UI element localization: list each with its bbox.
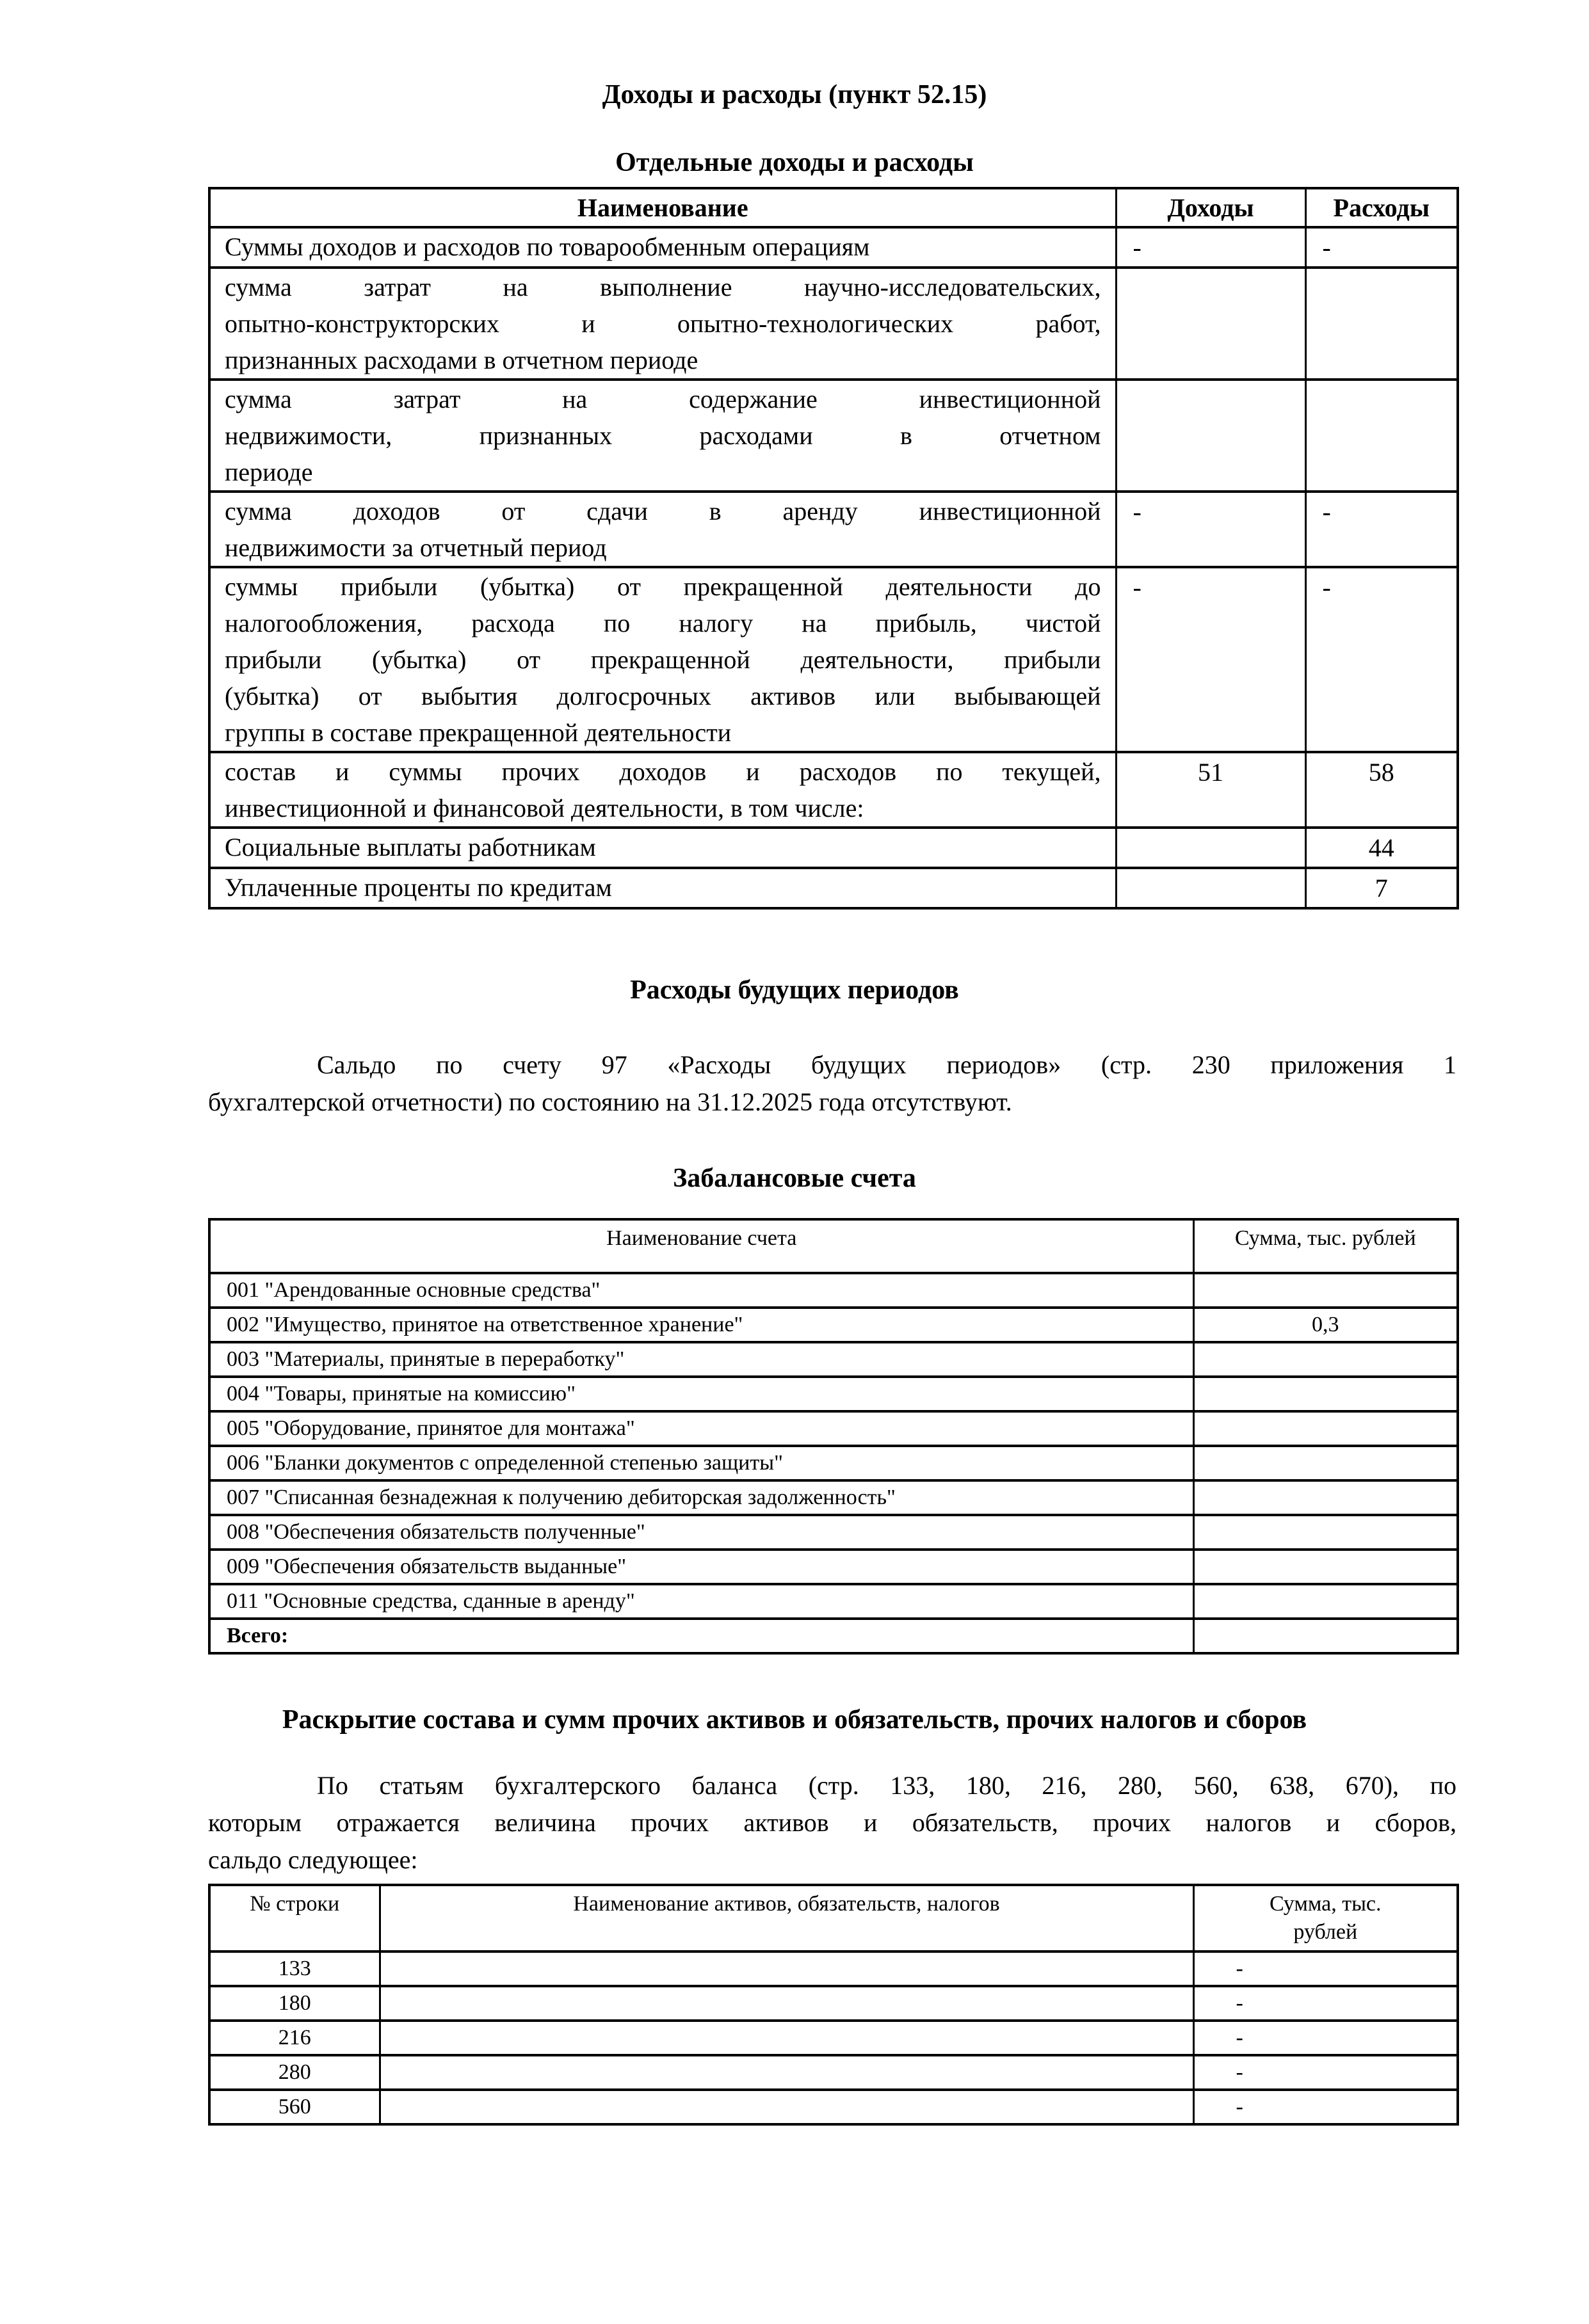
cell-line: сумма затрат на выполнение научно-исследовательских, <box>225 273 1101 301</box>
item-name-cell <box>209 227 1116 268</box>
column-header-name: Наименование <box>209 188 1116 227</box>
value-cell: 44 <box>1305 828 1458 868</box>
table-row <box>209 868 1458 908</box>
table-row <box>209 828 1458 868</box>
table-row <box>209 2055 1458 2090</box>
cell-line: сумма доходов от сдачи в аренду инвестиционной <box>225 497 1101 525</box>
table-row <box>209 492 1458 567</box>
sum-cell <box>1193 1619 1458 1653</box>
item-name-cell <box>209 868 1116 908</box>
table-row <box>209 1550 1458 1584</box>
item-name-cell <box>209 492 1116 567</box>
item-name-cell <box>209 268 1116 380</box>
value-cell <box>1116 828 1305 868</box>
sum-cell: - <box>1193 1986 1458 2021</box>
table-row <box>209 1342 1458 1377</box>
value-cell <box>1305 380 1458 492</box>
table-row <box>209 1515 1458 1550</box>
table-row <box>209 1986 1458 2021</box>
account-name-cell: 006 "Бланки документов с определенной степенью защиты" <box>209 1446 1193 1480</box>
cell-line: состав и суммы прочих доходов и расходов по текущей, <box>225 757 1101 786</box>
line-number-cell: 280 <box>209 2055 380 2090</box>
table-header-row <box>209 1219 1458 1273</box>
table-row <box>209 1377 1458 1411</box>
value-cell: - <box>1305 492 1458 567</box>
account-name-cell: Всего: <box>209 1619 1193 1653</box>
value-cell: - <box>1305 227 1458 268</box>
table-row <box>209 380 1458 492</box>
table-row <box>209 1619 1458 1653</box>
sum-cell: - <box>1193 2055 1458 2090</box>
account-name-cell: 001 "Арендованные основные средства" <box>209 1273 1193 1308</box>
paragraph-line: бухгалтерской отчетности) по состоянию на 31.12.2025 года отсутствуют. <box>208 1087 1012 1116</box>
sum-cell <box>1193 1480 1458 1515</box>
column-header-account-name: Наименование счета <box>209 1219 1193 1273</box>
column-header-assets-name: Наименование активов, обязательств, налогов <box>380 1885 1193 1951</box>
cell-line: признанных расходами в отчетном периоде <box>225 346 698 374</box>
account-name-cell: 003 "Материалы, принятые в переработку" <box>209 1342 1193 1377</box>
assets-name-cell <box>380 2021 1193 2055</box>
column-header-line-number: № строки <box>209 1885 380 1951</box>
value-cell: - <box>1305 567 1458 752</box>
page-title: Доходы и расходы (пункт 52.15) <box>602 80 987 109</box>
table-row <box>209 2021 1458 2055</box>
paragraph-line: которым отражается величина прочих активов и обязательств, прочих налогов и сборов, <box>208 1808 1456 1837</box>
item-name-cell <box>209 380 1116 492</box>
table-row <box>209 752 1458 828</box>
table-row <box>209 268 1458 380</box>
other-assets-paragraph <box>208 1767 1456 1879</box>
cell-line: Суммы доходов и расходов по товарообменным операциям <box>225 232 870 261</box>
column-header-expense: Расходы <box>1305 188 1458 227</box>
section-heading-other-assets: Раскрытие состава и сумм прочих активов и обязательств, прочих налогов и сборов <box>282 1705 1307 1735</box>
value-cell <box>1116 868 1305 908</box>
section-heading-future-expenses: Расходы будущих периодов <box>630 975 959 1005</box>
other-assets-table-body <box>209 1951 1458 2124</box>
assets-name-cell <box>380 2055 1193 2090</box>
item-name-cell <box>209 752 1116 828</box>
cell-line: сумма затрат на содержание инвестиционной <box>225 385 1101 413</box>
paragraph-line: сальдо следующее: <box>208 1845 418 1874</box>
value-cell: 51 <box>1116 752 1305 828</box>
line-number-cell: 133 <box>209 1951 380 1986</box>
off-balance-accounts-table <box>208 1218 1459 1655</box>
account-name-cell: 002 "Имущество, принятое на ответственное хранение" <box>209 1308 1193 1342</box>
paragraph-line: Сальдо по счету 97 «Расходы будущих периодов» (стр. 230 приложения 1 <box>317 1050 1456 1079</box>
sum-cell <box>1193 1273 1458 1308</box>
line-number-cell: 560 <box>209 2090 380 2124</box>
value-cell: 7 <box>1305 868 1458 908</box>
column-header-income: Доходы <box>1116 188 1305 227</box>
income-expenses-table-body <box>209 227 1458 908</box>
off-balance-table-body <box>209 1273 1458 1653</box>
column-header-sum <box>1193 1885 1458 1951</box>
cell-line: группы в составе прекращенной деятельности <box>225 718 732 747</box>
line-number-cell: 180 <box>209 1986 380 2021</box>
sum-cell <box>1193 1377 1458 1411</box>
income-expenses-table <box>208 187 1459 910</box>
table-header-row <box>209 1885 1458 1951</box>
table-row <box>209 1308 1458 1342</box>
item-name-cell <box>209 828 1116 868</box>
sum-cell: - <box>1193 1951 1458 1986</box>
cell-line: суммы прибыли (убытка) от прекращенной деятельности до <box>225 572 1101 601</box>
value-cell: - <box>1116 492 1305 567</box>
sum-cell <box>1193 1515 1458 1550</box>
sum-cell: 0,3 <box>1193 1308 1458 1342</box>
value-cell <box>1116 268 1305 380</box>
account-name-cell: 008 "Обеспечения обязательств полученные" <box>209 1515 1193 1550</box>
section-heading-separate-income-expenses: Отдельные доходы и расходы <box>615 148 974 177</box>
table-row <box>209 227 1458 268</box>
cell-line: недвижимости за отчетный период <box>225 533 607 562</box>
cell-line: Уплаченные проценты по кредитам <box>225 873 612 902</box>
sum-cell <box>1193 1342 1458 1377</box>
account-name-cell: 005 "Оборудование, принятое для монтажа" <box>209 1411 1193 1446</box>
table-row <box>209 1480 1458 1515</box>
value-cell <box>1116 380 1305 492</box>
cell-line: периоде <box>225 458 313 486</box>
cell-line: прибыли (убытка) от прекращенной деятельности, прибыли <box>225 645 1101 674</box>
value-cell: - <box>1116 567 1305 752</box>
cell-line: опытно-конструкторских и опытно-технологических работ, <box>225 309 1101 338</box>
table-row <box>209 2090 1458 2124</box>
table-row <box>209 567 1458 752</box>
table-row <box>209 1273 1458 1308</box>
sum-cell <box>1193 1584 1458 1619</box>
sum-cell: - <box>1193 2090 1458 2124</box>
column-header-sum-line2: рублей <box>1293 1920 1358 1944</box>
value-cell: 58 <box>1305 752 1458 828</box>
cell-line: инвестиционной и финансовой деятельности, в том числе: <box>225 794 864 822</box>
assets-name-cell <box>380 1986 1193 2021</box>
paragraph-line: По статьям бухгалтерского баланса (стр. 133, 180, 216, 280, 560, 638, 670), по <box>317 1771 1456 1800</box>
sum-cell <box>1193 1411 1458 1446</box>
column-header-sum-line1: Сумма, тыс. <box>1269 1892 1382 1916</box>
account-name-cell: 011 "Основные средства, сданные в аренду" <box>209 1584 1193 1619</box>
sum-cell <box>1193 1550 1458 1584</box>
cell-line: налогообложения, расхода по налогу на прибыль, чистой <box>225 609 1101 637</box>
account-name-cell: 009 "Обеспечения обязательств выданные" <box>209 1550 1193 1584</box>
sum-cell: - <box>1193 2021 1458 2055</box>
table-header-row <box>209 188 1458 227</box>
value-cell: - <box>1116 227 1305 268</box>
table-row <box>209 1951 1458 1986</box>
account-name-cell: 007 "Списанная безнадежная к получению дебиторская задолженность" <box>209 1480 1193 1515</box>
cell-line: Социальные выплаты работникам <box>225 833 596 861</box>
section-heading-off-balance: Забалансовые счета <box>673 1164 916 1193</box>
line-number-cell: 216 <box>209 2021 380 2055</box>
cell-line: (убытка) от выбытия долгосрочных активов или выбывающей <box>225 682 1101 710</box>
table-row <box>209 1584 1458 1619</box>
sum-cell <box>1193 1446 1458 1480</box>
account-name-cell: 004 "Товары, принятые на комиссию" <box>209 1377 1193 1411</box>
document-page <box>0 78 1589 2324</box>
value-cell <box>1305 268 1458 380</box>
table-row <box>209 1446 1458 1480</box>
other-assets-table <box>208 1884 1459 2126</box>
assets-name-cell <box>380 1951 1193 1986</box>
column-header-sum: Сумма, тыс. рублей <box>1193 1219 1458 1273</box>
cell-line: недвижимости, признанных расходами в отчетном <box>225 421 1101 450</box>
assets-name-cell <box>380 2090 1193 2124</box>
item-name-cell <box>209 567 1116 752</box>
future-expenses-paragraph <box>208 1046 1456 1121</box>
table-row <box>209 1411 1458 1446</box>
